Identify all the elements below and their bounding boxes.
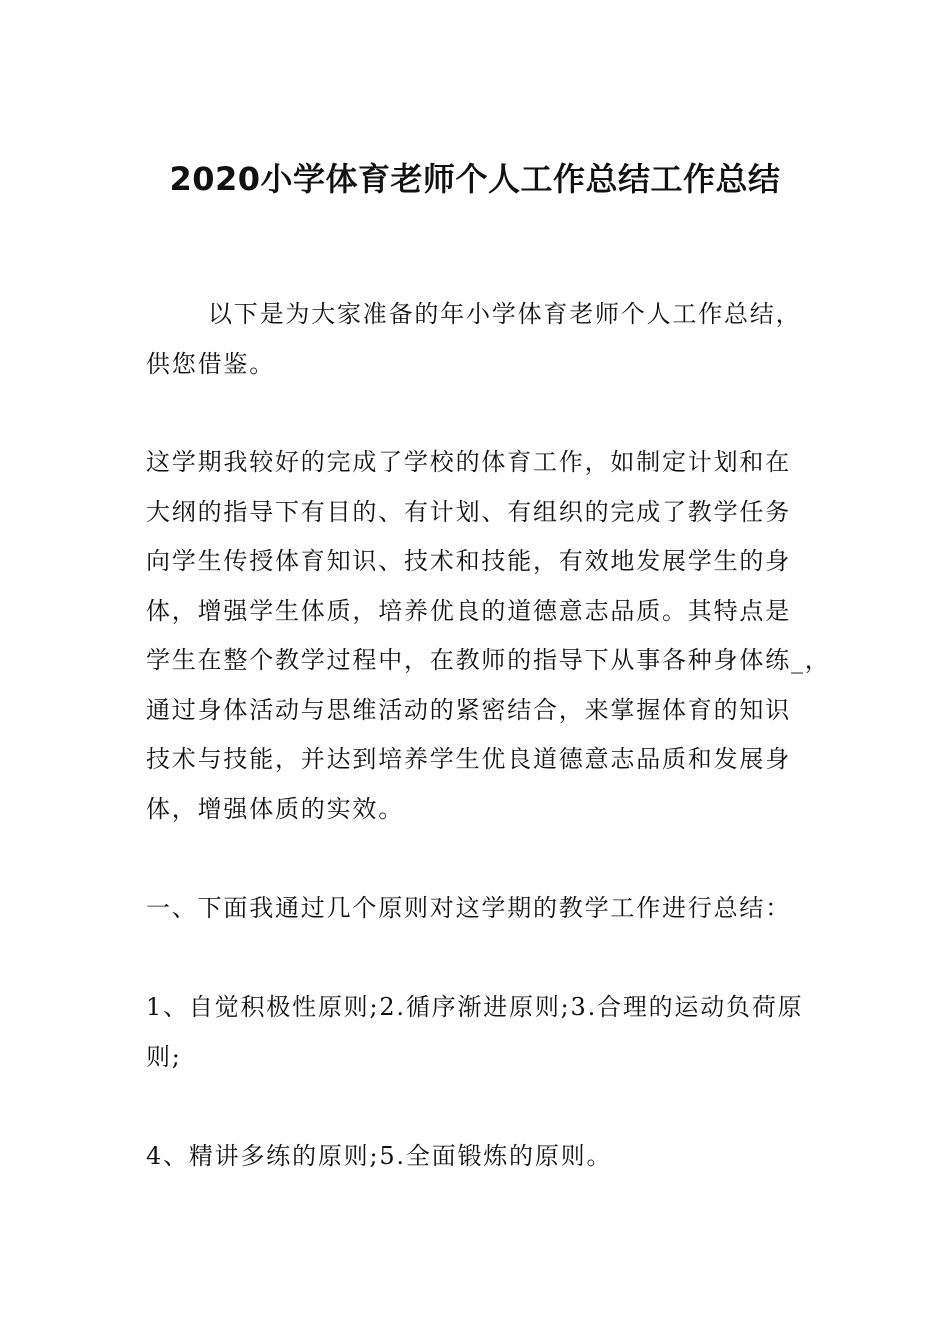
main-paragraph-line: 向学生传授体育知识、技术和技能，有效地发展学生的身 bbox=[146, 547, 791, 575]
main-paragraph-line: 学生在整个教学过程中，在教师的指导下从事各种身体练_， bbox=[146, 646, 831, 674]
section-heading bbox=[146, 884, 811, 934]
main-paragraph-line: 体，增强学生体质，培养优良的道德意志品质。其特点是 bbox=[146, 596, 791, 625]
main-paragraph-line: 体，增强体质的实效。 bbox=[146, 794, 404, 823]
principles-list-1 bbox=[146, 983, 811, 1082]
intro-paragraph bbox=[146, 290, 811, 389]
section-heading-text: 一、下面我通过几个原则对这学期的教学工作进行总结： bbox=[146, 894, 791, 922]
principles-list-2 bbox=[146, 1132, 811, 1182]
principles-line: 4、精讲多练的原则;5.全面锻炼的原则。 bbox=[146, 1142, 613, 1170]
main-paragraph-line: 大纲的指导下有目的、有计划、有组织的完成了教学任务 bbox=[146, 497, 791, 526]
main-paragraph bbox=[146, 438, 831, 834]
main-paragraph-line: 技术与技能，并达到培养学生优良道德意志品质和发展身 bbox=[146, 745, 791, 773]
document-title: 2020小学体育老师个人工作总结工作总结 bbox=[169, 160, 781, 198]
main-paragraph-line: 通过身体活动与思维活动的紧密结合，来掌握体育的知识 bbox=[146, 695, 791, 724]
intro-line: 以下是为大家准备的年小学体育老师个人工作总结， bbox=[208, 300, 802, 328]
intro-line: 供您借鉴。 bbox=[146, 349, 275, 378]
main-paragraph-line: 这学期我较好的完成了学校的体育工作，如制定计划和在 bbox=[146, 448, 791, 476]
principles-line: 则; bbox=[146, 1042, 182, 1071]
principles-line: 1、自觉积极性原则;2.循序渐进原则;3.合理的运动负荷原 bbox=[146, 993, 804, 1021]
